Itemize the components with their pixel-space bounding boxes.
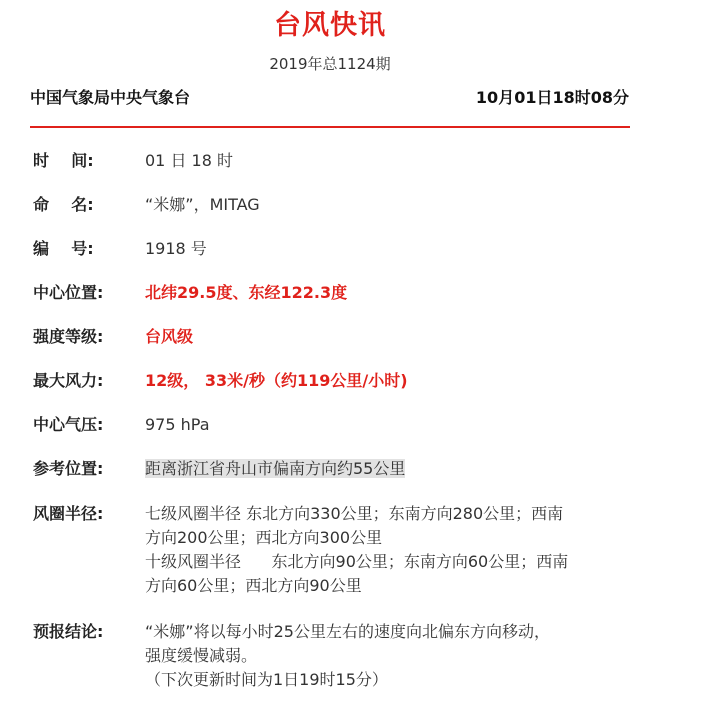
row-value: “米娜”，MITAG bbox=[145, 195, 260, 214]
forecast-line: （下次更新时间为1日19时15分） bbox=[145, 670, 388, 689]
issue-time: 10月01日18时08分 bbox=[475, 88, 629, 107]
row-value bbox=[145, 620, 633, 692]
row-value: 1918 号 bbox=[145, 239, 207, 258]
bulletin-title: 台风快讯 bbox=[274, 10, 386, 41]
row-label: 命 名: bbox=[33, 195, 94, 214]
row-label: 中心位置: bbox=[33, 283, 104, 302]
row-label: 编 号: bbox=[33, 239, 94, 258]
row-label: 强度等级: bbox=[33, 327, 104, 346]
highlighted-text: 距离浙江省舟山市偏南方向约55公里 bbox=[145, 459, 406, 478]
row-value: 北纬29.5度、东经122.3度 bbox=[145, 283, 348, 302]
issue-number: 2019年总1124期 bbox=[269, 55, 391, 73]
row-label: 风圈半径: bbox=[33, 504, 104, 523]
row-label: 最大风力: bbox=[33, 371, 104, 390]
row-value: 12级， 33米/秒（约119公里/小时) bbox=[145, 371, 408, 390]
row-label: 预报结论: bbox=[33, 622, 104, 641]
row-value: 01 日 18 时 bbox=[145, 151, 233, 170]
row-value: 台风级 bbox=[145, 327, 194, 346]
header-divider bbox=[30, 126, 630, 128]
row-label: 参考位置: bbox=[33, 459, 104, 478]
radius-line: 十级风圈半径 东北方向90公里；东南方向60公里；西南 bbox=[145, 552, 569, 571]
row-value bbox=[145, 502, 633, 598]
forecast-line: 强度缓慢减弱。 bbox=[145, 646, 258, 665]
radius-line: 方向60公里；西北方向90公里 bbox=[145, 576, 362, 595]
row-value: 975 hPa bbox=[145, 415, 210, 434]
row-label: 时 间: bbox=[33, 151, 94, 170]
radius-line: 七级风圈半径 东北方向330公里；东南方向280公里；西南 bbox=[145, 504, 564, 523]
agency-name: 中国气象局中央气象台 bbox=[30, 88, 191, 107]
radius-line: 方向200公里；西北方向300公里 bbox=[145, 528, 383, 547]
row-label: 中心气压: bbox=[33, 415, 104, 434]
row-value bbox=[145, 457, 633, 481]
forecast-line: “米娜”将以每小时25公里左右的速度向北偏东方向移动， bbox=[145, 622, 550, 641]
